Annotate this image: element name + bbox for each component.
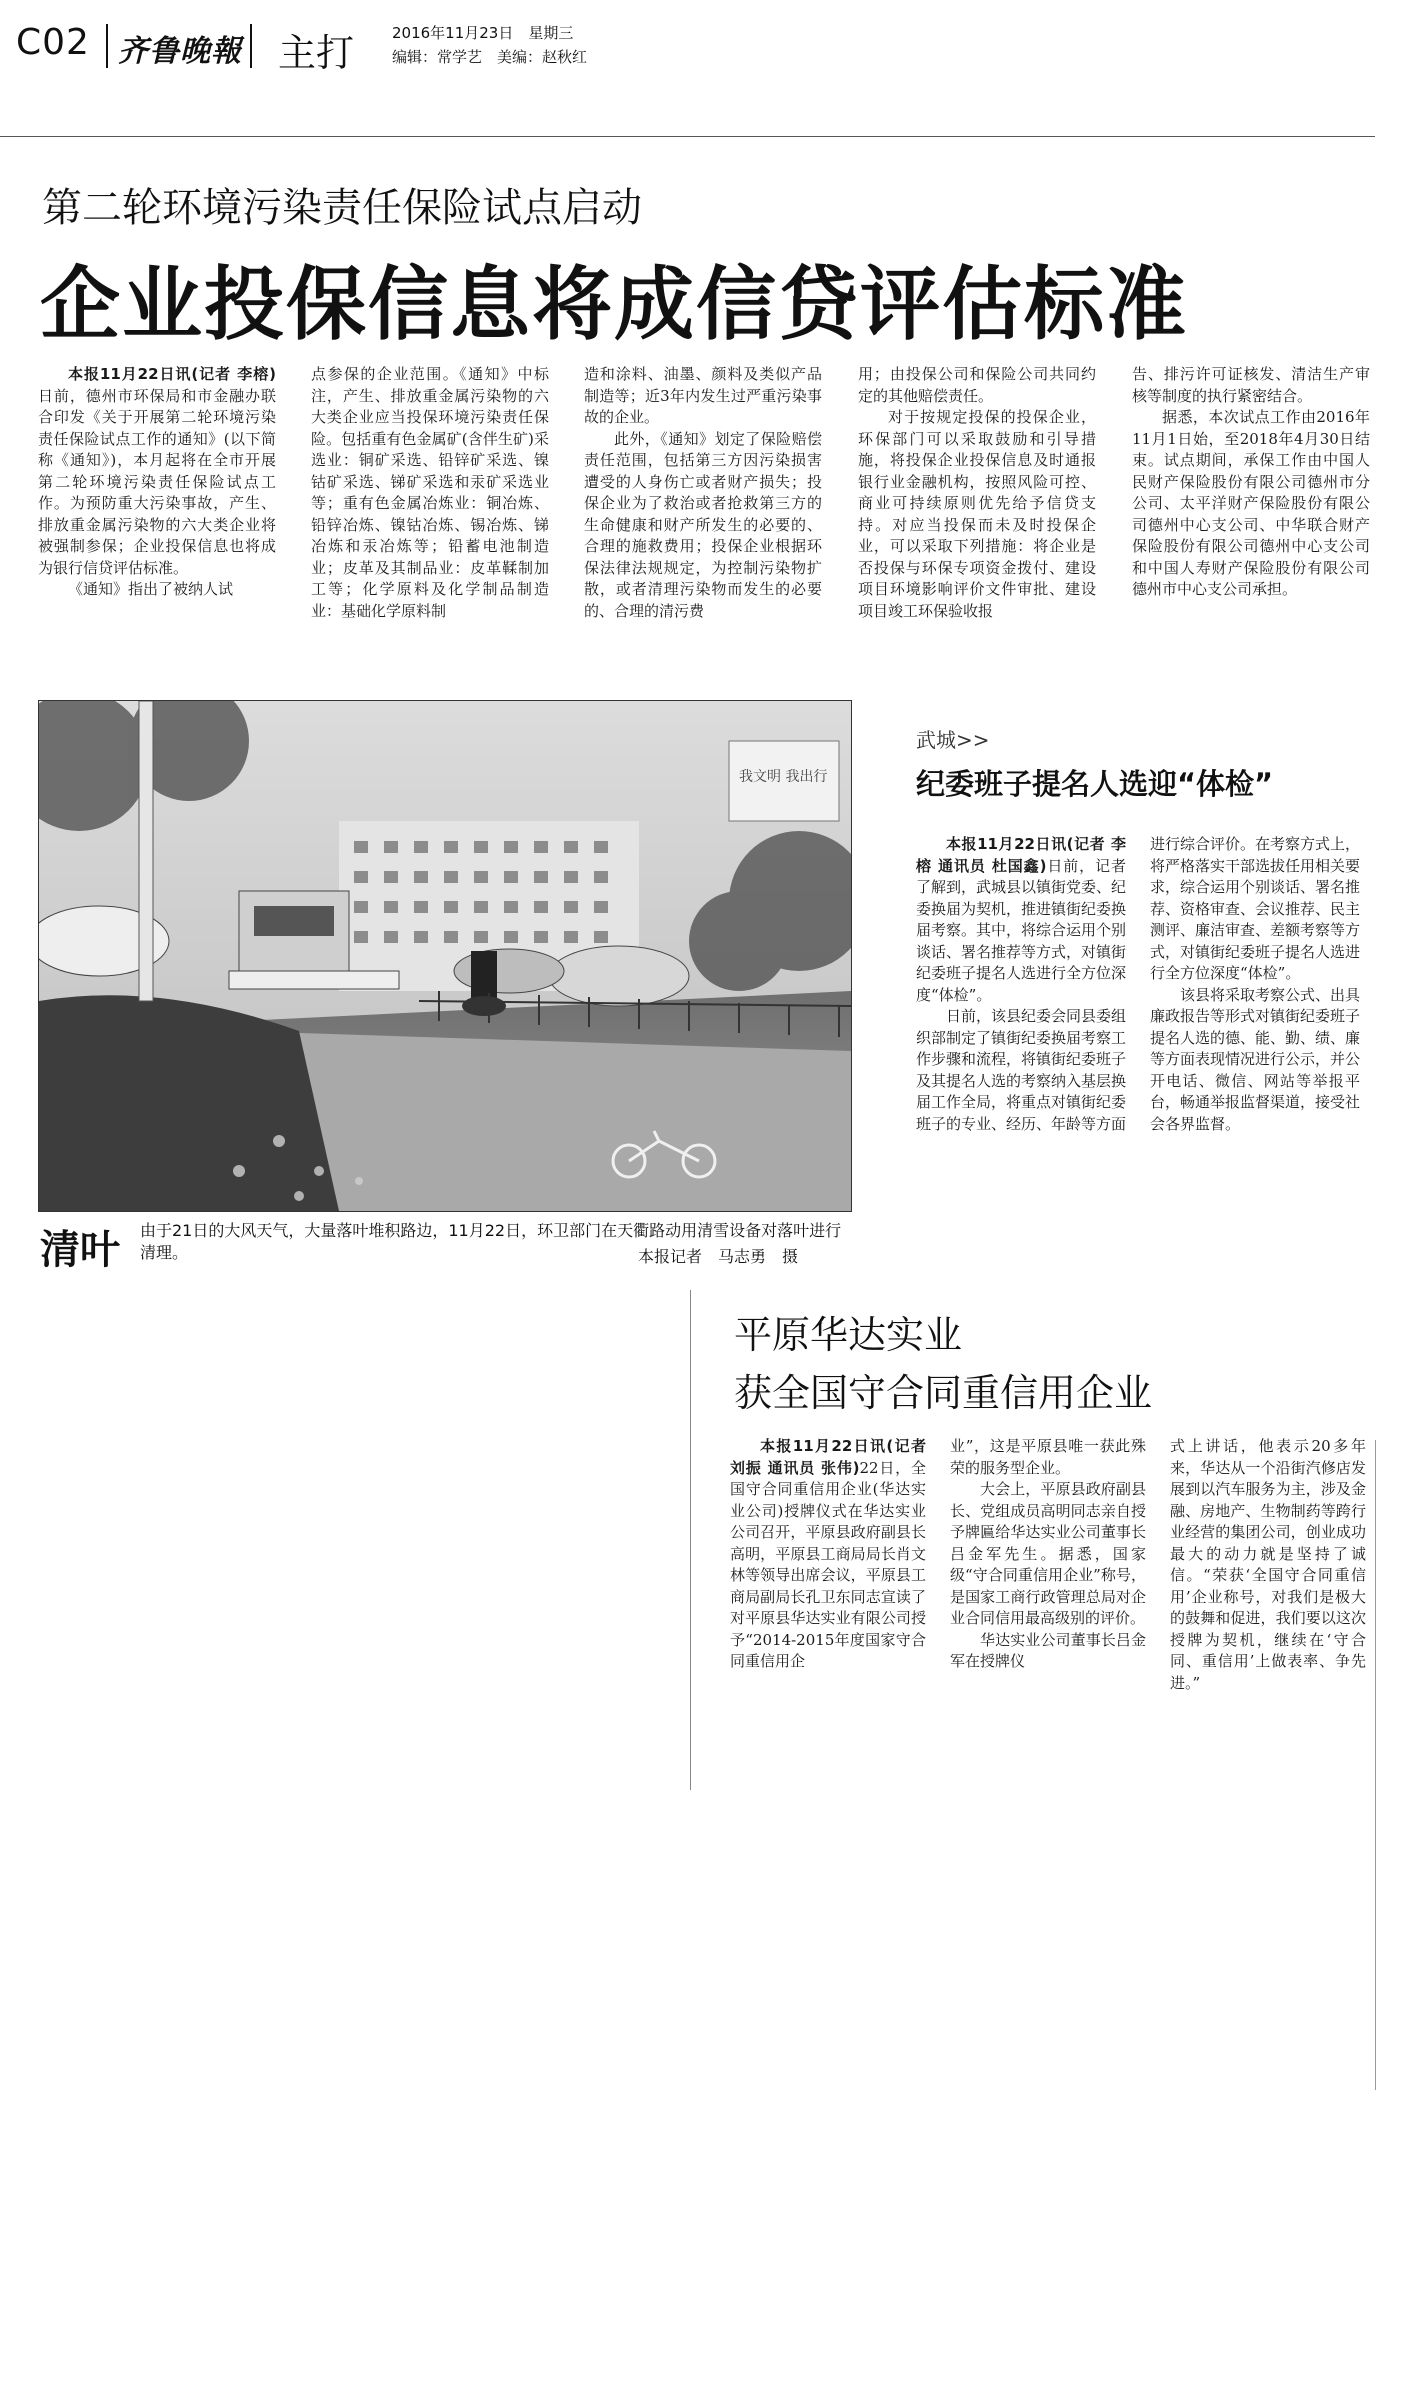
wucheng-headline: 纪委班子提名人选迎“体检” (916, 767, 1274, 801)
wucheng-paragraph: 日前，记者了解到，武城县以镇街党委、纪委换届为契机，推进镇街纪委换届考察。其中，将综合运用个别谈话、署名推荐等方式，对镇街纪委班子提名人选进行全方位深度“体检”。 (916, 856, 1127, 1004)
wucheng-paragraph: 日前，该县纪委会同县委组织部制定了镇街纪委换届考察工作步骤和流程，将镇街纪委班子及其提名人选的考察纳入基层换届工作全局，将重点对镇街纪委班子的专业、经历、年龄等方面 (916, 1007, 1127, 1133)
header-divider (106, 24, 108, 68)
wucheng-column-2 (1150, 834, 1360, 1135)
pingyuan-paragraph: 大会上，平原县政府副县长、党组成员高明同志亲自授予牌匾给华达实业公司董事长吕金军先生。据悉，国家级“守合同重信用企业”称号，是国家工商行政管理总局对企业合同信用最高级别的评价。 (950, 1480, 1146, 1627)
photo-caption: 由于21日的大风天气，大量落叶堆积路边，11月22日，环卫部门在天衢路动用清雪设备对落叶进行清理。 (140, 1221, 842, 1262)
main-kicker: 第二轮环境污染责任保险试点启动 (42, 185, 642, 231)
pingyuan-bottom-rule (1375, 1440, 1376, 2090)
main-paragraph: 《通知》指出了被纳人试 (68, 580, 234, 598)
main-column-5 (1132, 364, 1370, 601)
main-paragraph: 造和涂料、油墨、颜料及类似产品制造等；近3年内发生过严重污染事故的企业。 (584, 365, 822, 426)
wucheng-paragraph: 该县将采取考察公式、出具廉政报告等形式对镇街纪委班子提名人选的德、能、勤、绩、廉等方面表现情况进行公示，并公开电话、微信、网站等举报平台，畅通举报监督渠道，接受社会各界监督。 (1150, 985, 1361, 1133)
wucheng-paragraph: 进行综合评价。在考察方式上，将严格落实干部选拔任用相关要求，综合运用个别谈话、署名推荐、资格审查、会议推荐、民主测评、廉洁审查、差额考察等方式，对镇街纪委班子提名人选进行全方位深度“体检”。 (1150, 835, 1361, 982)
pingyuan-column-2 (950, 1436, 1146, 1673)
main-lead: 本报11月22日讯(记者 李榕) (68, 365, 276, 383)
pingyuan-headline-line-1: 平原华达实业 (734, 1313, 963, 1357)
pingyuan-lead: 本报11月22日讯(记者 刘振 通讯员 张伟) (730, 1437, 926, 1477)
wucheng-tag: 武城>> (916, 728, 990, 752)
main-paragraph: 日前，德州市环保局和市金融办联合印发《关于开展第二轮环境污染责任保险试点工作的通知》(以下简称《通知》)，本月起将在全市开展第二轮环境污染责任保险试点工作。为预防重大污染事故，产生、排放重金属污染物的六大类企业将被强制参保；企业投保信息也将成为银行信贷评估标准。 (38, 386, 276, 577)
main-paragraph: 告、排污许可证核发、清洁生产审核等制度的执行紧密结合。 (1132, 365, 1370, 405)
pingyuan-paragraph: 华达实业公司董事长吕金军在授牌仪 (950, 1630, 1146, 1670)
editor-line: 编辑：常学艺 美编：赵秋红 (392, 48, 588, 66)
news-photo (38, 700, 852, 1212)
main-column-4 (858, 364, 1096, 622)
billboard-text: 我文明 我出行 (739, 769, 828, 785)
main-paragraph: 点参保的企业范围。《通知》中标注，产生、排放重金属污染物的六大类企业应当投保环境污染责任保险。包括重有色金属矿(含伴生矿)采选业：铜矿采选、铅锌矿采选、镍钴矿采选、锑矿采选和汞矿采选业等；重有色金属冶炼业：铜冶炼、铅锌冶炼、镍钴冶炼、锡冶炼、锑冶炼和汞冶炼等；铅蓄电池制造业；皮革及其制品业：皮革鞣制加工等；化学原料及化学制品制造业：基础化学原料制 (311, 365, 549, 620)
page-header (0, 0, 1413, 140)
main-paragraph: 据悉，本次试点工作由2016年11月1日始，至2018年4月30日结束。试点期间，承保工作由中国人民财产保险股份有限公司德州市分公司、太平洋财产保险股份有限公司德州中心支公司、中华联合财产保险股份有限公司德州中心支公司和中国人寿财产保险股份有限公司德州市中心支公司承担。 (1132, 408, 1370, 598)
pingyuan-paragraph: 式上讲话，他表示20多年来，华达从一个沿街汽修店发展到以汽车服务为主，涉及金融、房地产、生物制药等跨行业经营的集团公司，创业成功最大的动力就是坚持了诚信。“荣获‘全国守合同重信用’企业称号，对我们是极大的鼓舞和促进，我们要以这次授牌为契机，继续在‘守合同、重信用’上做表率、争先进。” (1170, 1437, 1366, 1692)
wucheng-lead: 本报11月22日讯(记者 李榕 通讯员 杜国鑫) (916, 835, 1126, 875)
section-title: 主打 (278, 31, 355, 75)
main-headline: 企业投保信息将成信贷评估标准 (40, 258, 1188, 351)
header-rule (0, 136, 1375, 137)
main-paragraph: 此外，《通知》划定了保险赔偿责任范围，包括第三方因污染损害遭受的人身伤亡或者财产损失；投保企业为了救治或者抢救第三方的生命健康和财产所发生的必要的、合理的施救费用；投保企业根据环保法律法规规定，为控制污染物扩散，或者清理污染物而发生的必要的、合理的清污费 (584, 429, 822, 620)
photo-credit: 本报记者 马志勇 摄 (638, 1247, 799, 1266)
pingyuan-paragraph: 22日，全国守合同重信用企业(华达实业公司)授牌仪式在华达实业公司召开，平原县政府副县长高明，平原县工商局局长肖文林等领导出席会议，平原县工商局副局长孔卫东同志宣读了对平原县华达实业有限公司授予“2014-2015年度国家守合同重信用企 (730, 1458, 926, 1670)
masthead-logo: 齐鲁晚報 (118, 34, 242, 69)
wucheng-column-1 (916, 834, 1126, 1135)
page-code: C02 (16, 22, 90, 63)
date-line: 2016年11月23日 星期三 (392, 24, 574, 42)
pingyuan-headline-line-2: 获全国守合同重信用企业 (734, 1371, 1153, 1415)
pingyuan-column-3 (1170, 1436, 1366, 1694)
main-paragraph: 用；由投保公司和保险公司共同约定的其他赔偿责任。 (858, 365, 1096, 405)
header-divider (250, 24, 252, 68)
photo-title: 清叶 (40, 1227, 120, 1273)
main-column-3 (584, 364, 822, 622)
main-paragraph: 对于按规定投保的投保企业，环保部门可以采取鼓励和引导措施，将投保企业投保信息及时通报银行业金融机构，按照风险可控、商业可持续原则优先给予信贷支持。对应当投保而未及时投保企业，可以采取下列措施：将企业是否投保与环保专项资金拨付、建设项目环境影响评价文件审批、建设项目竣工环保验收报 (858, 408, 1096, 620)
main-column-2 (311, 364, 549, 622)
pingyuan-divider (690, 1290, 691, 1790)
main-column-1 (38, 364, 276, 601)
pingyuan-paragraph: 业”，这是平原县唯一获此殊荣的服务型企业。 (950, 1437, 1146, 1477)
street-scene-image (39, 701, 851, 1211)
pingyuan-column-1 (730, 1436, 926, 1673)
